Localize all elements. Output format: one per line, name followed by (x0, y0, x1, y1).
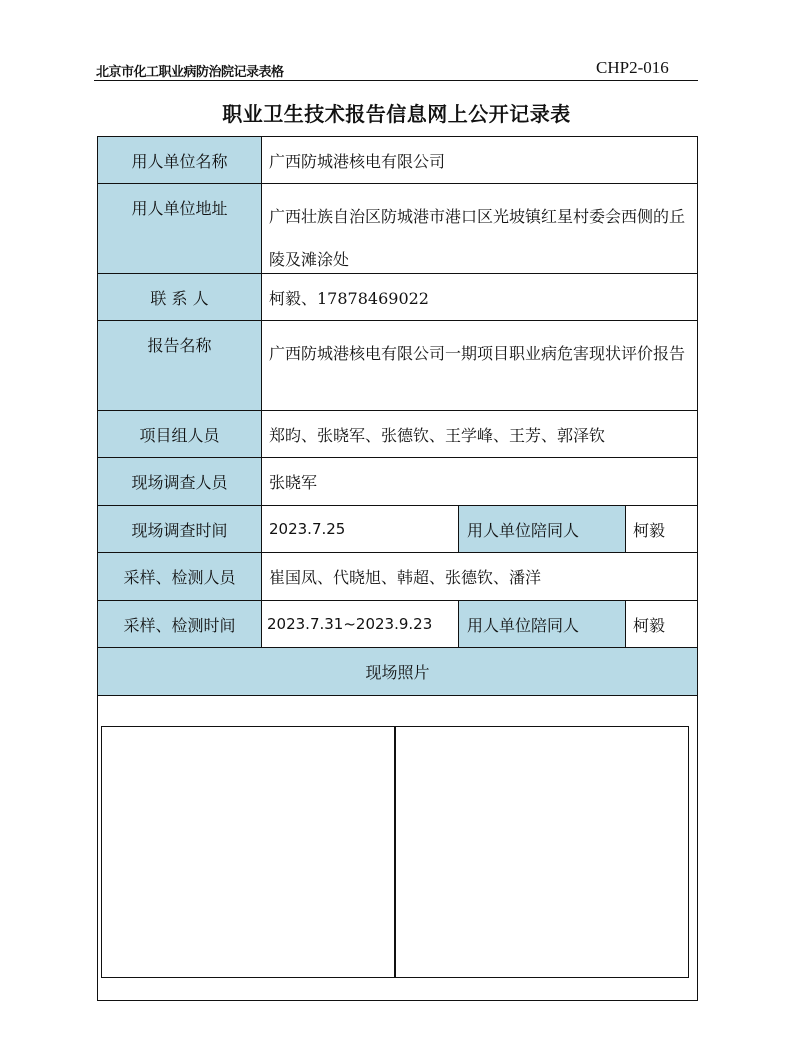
photo-slot-left (101, 726, 396, 978)
sampling-time-label: 采样、检测时间 (97, 600, 262, 648)
sampling-time-value: 2023.7.31~2023.9.23 (261, 600, 459, 648)
employer-name-label: 用人单位名称 (97, 136, 262, 184)
employer-address-value: 广西壮族自治区防城港市港口区光坡镇红星村委会西侧的丘陵及滩涂处 (261, 183, 698, 274)
survey-staff-value: 张晓军 (261, 457, 698, 506)
survey-escort-value: 柯毅 (625, 505, 698, 553)
photo-slot-right (394, 726, 689, 978)
sampling-staff-label: 采样、检测人员 (97, 552, 262, 601)
survey-escort-label: 用人单位陪同人 (458, 505, 626, 553)
survey-time-value: 2023.7.25 (261, 505, 459, 553)
project-members-value: 郑昀、张晓军、张德钦、王学峰、王芳、郭泽钦 (261, 410, 698, 458)
sampling-staff-value: 崔国凤、代晓旭、韩超、张德钦、潘洋 (261, 552, 698, 601)
photos-header: 现场照片 (97, 647, 698, 696)
report-name-value: 广西防城港核电有限公司一期项目职业病危害现状评价报告 (261, 320, 698, 411)
page-title: 职业卫生技术报告信息网上公开记录表 (222, 102, 571, 126)
report-name-label: 报告名称 (97, 320, 262, 411)
sampling-escort-value: 柯毅 (625, 600, 698, 648)
contact-value: 柯毅、17878469022 (261, 273, 698, 321)
survey-staff-label: 现场调查人员 (97, 457, 262, 506)
sampling-escort-label: 用人单位陪同人 (458, 600, 626, 648)
employer-name-value: 广西防城港核电有限公司 (261, 136, 698, 184)
form-code: CHP2-016 (596, 58, 669, 77)
project-members-label: 项目组人员 (97, 410, 262, 458)
employer-address-label: 用人单位地址 (97, 183, 262, 274)
survey-time-label: 现场调查时间 (97, 505, 262, 553)
org-header: 北京市化工职业病防治院记录表格 (96, 65, 284, 80)
contact-label: 联 系 人 (97, 273, 262, 321)
header-divider (94, 80, 698, 81)
